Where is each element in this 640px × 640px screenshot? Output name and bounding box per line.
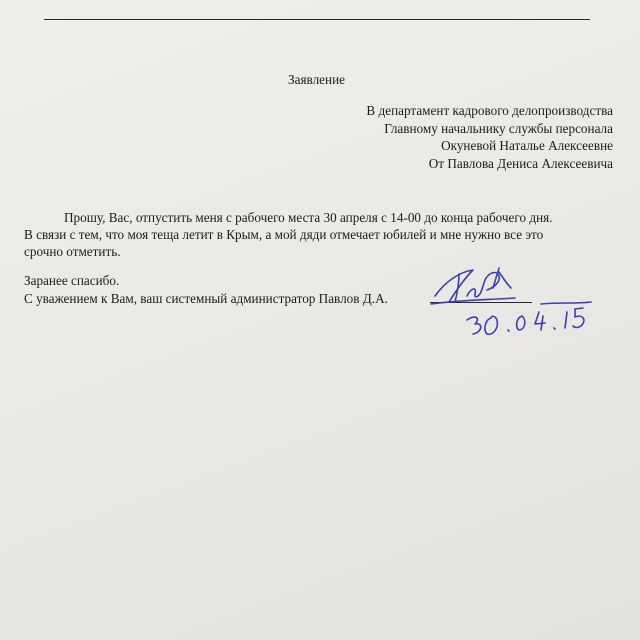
recipient-line: Окуневой Наталье Алексеевне [441,138,613,154]
signature-stroke [467,289,481,297]
signature-stroke [455,274,459,302]
document-title: Заявление [288,72,345,87]
date-stroke [565,312,567,328]
handwritten-signature-and-date [415,258,615,358]
date-stroke [554,328,555,329]
signoff-line: С уважением к Вам, ваш системный администратор Павлов Д.А. [24,290,388,306]
recipient-block [366,102,613,172]
body-line: В связи с тем, что моя теща летит в Крым, а мой дяди отмечает юбилей и мне нужно все это [24,227,544,242]
date-stroke [508,330,509,331]
date-stroke [485,316,497,334]
signature-stroke [431,298,515,304]
closing-block [24,272,388,307]
body-line: срочно отметить. [24,244,121,259]
request-body [24,209,594,260]
thanks-line: Заранее спасибо. [24,273,120,288]
date-stroke [517,316,525,330]
date-stroke [535,312,545,330]
signature-stroke [435,270,473,302]
recipient-line: Главному начальнику службы персонала [384,120,613,136]
body-line: Прошу, Вас, отпустить меня с рабочего места 30 апреля с 14-00 до конца рабочего дня. [64,210,553,225]
date-stroke [541,302,591,304]
date-stroke [573,308,584,328]
recipient-line: От Павлова Дениса Алексеевича [428,155,613,171]
recipient-line: В департамент кадрового делопроизводства [366,103,613,118]
top-rule [44,19,590,20]
date-stroke [467,317,481,334]
